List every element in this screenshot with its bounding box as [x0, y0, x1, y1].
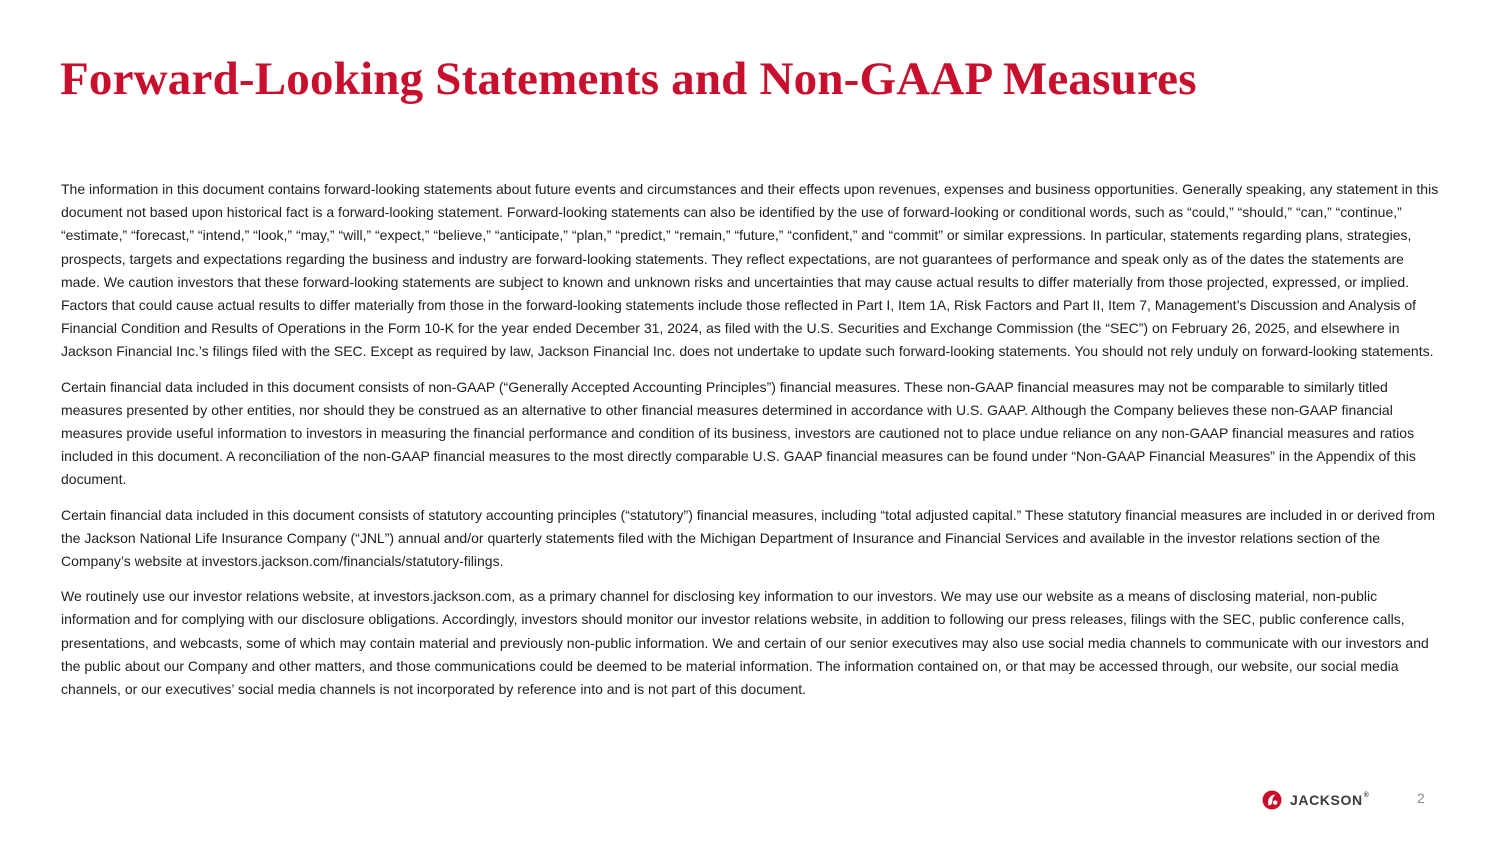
- paragraph-non-gaap: Certain financial data included in this document consists of non-GAAP (“Generally Accepted Accounting Principles”) financial measures. These non-GAAP financial measures may not be comparable to similarly titled measures presented by other entities, nor should they be construed as an alternative to other financial measures determined in accordance with U.S. GAAP. Although the Company believes these non-GAAP financial measures provide useful information to investors in measuring the financial performance and condition of its business, investors are cautioned not to place undue reliance on any non-GAAP financial measures and ratios included in this document. A reconciliation of the non-GAAP financial measures to the most directly comparable U.S. GAAP financial measures can be found under “Non-GAAP Financial Measures” in the Appendix of this document.: [61, 378, 1416, 488]
- logo-wordmark: [1290, 792, 1369, 808]
- logo-text: JACKSON: [1290, 792, 1363, 808]
- jackson-logo: [1262, 790, 1369, 810]
- paragraph-investor-website: We routinely use our investor relations website, at investors.jackson.com, as a primary channel for disclosing key information to our investors. We may use our website as a means of disclosing material, non-public information and for complying with our disclosure obligations. Accordingly, investors should monitor our investor relations website, in addition to following our press releases, filings with the SEC, public conference calls, presentations, and webcasts, some of which may contain material and previously non-public information. We and certain of our senior executives may also use social media channels to communicate with our investors and the public about our Company and other matters, and those communications could be deemed to be material information. The information contained on, or that may be accessed through, our website, our social media channels, or our executives’ social media channels is not incorporated by reference into and is not part of this document.: [61, 588, 1429, 698]
- slide-title: Forward-Looking Statements and Non-GAAP Measures: [60, 53, 1197, 105]
- logo-trademark: ®: [1363, 792, 1370, 799]
- jackson-logo-icon: [1262, 790, 1282, 810]
- paragraph-statutory: Certain financial data included in this document consists of statutory accounting principles (“statutory”) financial measures, including “total adjusted capital.” These statutory financial measures are included in or derived from the Jackson National Life Insurance Company (“JNL”) annual and/or quarterly statements filed with the Michigan Department of Insurance and Financial Services and available in the investor relations section of the Company’s website at investors.jackson.com/financials/statutory-filings.: [61, 506, 1435, 570]
- paragraph-forward-looking: The information in this document contains forward-looking statements about future events and circumstances and their effects upon revenues, expenses and business opportunities. Generally speaking, any statement in this document not based upon historical fact is a forward-looking statement. Forward-looking statements can also be identified by the use of forward-looking or conditional words, such as “could,” “should,” “can,” “continue,” “estimate,” “forecast,” “intend,” “look,” “may,” “will,” “expect,” “believe,” “anticipate,” “plan,” “predict,” “remain,” “future,” “confident,” and “commit” or similar expressions. In particular, statements regarding plans, strategies, prospects, targets and expectations regarding the business and industry are forward-looking statements. They reflect expectations, are not guarantees of performance and speak only as of the dates the statements are made. We caution investors that these forward-looking statements are subject to known and unknown risks and uncertainties that may cause actual results to differ materially from those projected, expressed, or implied. Factors that could cause actual results to differ materially from those in the forward-looking statements include those reflected in Part I, Item 1A, Risk Factors and Part II, Item 7, Management’s Discussion and Analysis of Financial Condition and Results of Operations in the Form 10-K for the year ended December 31, 2024, as filed with the U.S. Securities and Exchange Commission (the “SEC”) on February 26, 2025, and elsewhere in Jackson Financial Inc.’s filings filed with the SEC. Except as required by law, Jackson Financial Inc. does not undertake to update such forward-looking statements. You should not rely unduly on forward-looking statements.: [61, 181, 1439, 360]
- disclaimer-body: [61, 178, 1441, 713]
- page-number: 2: [1417, 790, 1425, 806]
